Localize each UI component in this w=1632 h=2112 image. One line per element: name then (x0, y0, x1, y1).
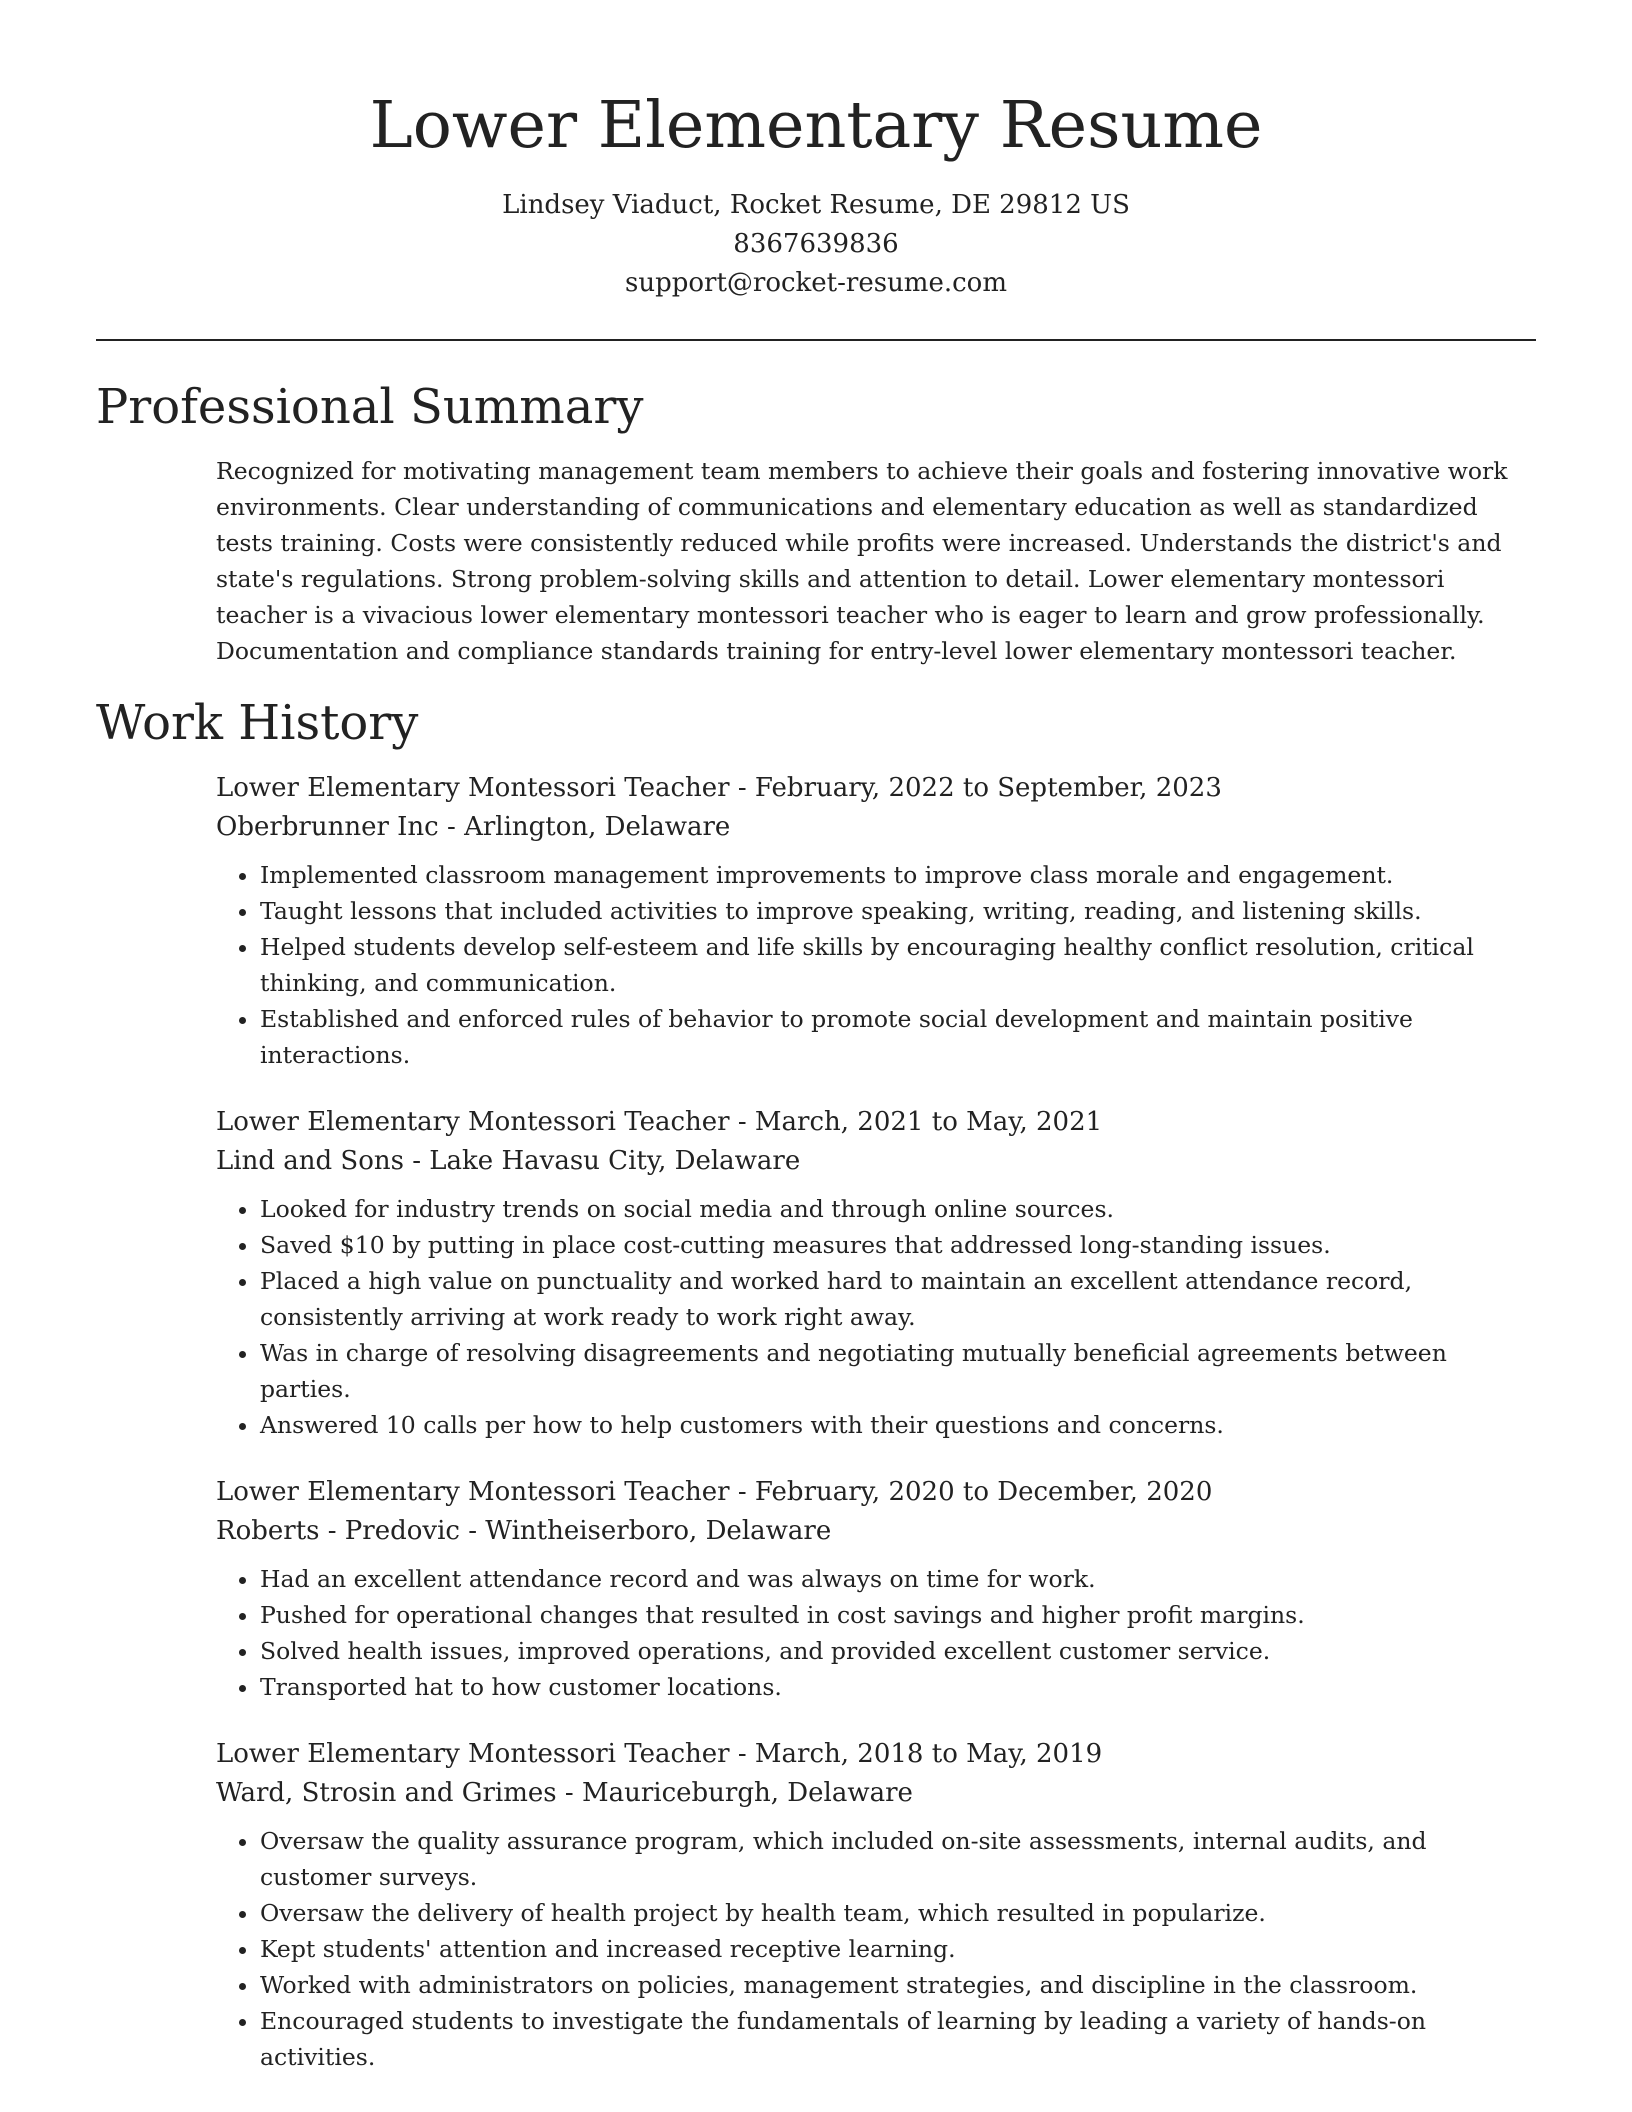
job-company-line (216, 1142, 1536, 1181)
job-dates: February, 2022 to September, 2023 (754, 773, 1222, 803)
resume-title: Lower Elementary Resume (369, 88, 1263, 163)
job-company: Ward, Strosin and Grimes (216, 1778, 557, 1808)
job-entry (216, 1473, 1536, 1705)
job-bullet: • Pushed for operational changes that resulted in cost savings and higher profit margins. (260, 1597, 1536, 1633)
job-role: Lower Elementary Montessori Teacher (216, 1107, 730, 1137)
job-entry (216, 769, 1536, 1073)
job-separator: - (729, 773, 755, 803)
job-bullet: • Placed a high value on punctuality and worked hard to maintain an excellent attendance record, consistently arriving at work ready to work right away. (260, 1263, 1536, 1335)
job-bullet-list (216, 1823, 1536, 2075)
job-bullet: • Solved health issues, improved operations, and provided excellent customer service. (260, 1633, 1536, 1669)
job-bullet: • Saved $10 by putting in place cost-cutting measures that addressed long-standing issues. (260, 1227, 1536, 1263)
job-company-line (216, 1774, 1536, 1813)
job-dates: February, 2020 to December, 2020 (754, 1477, 1213, 1507)
job-title-line (216, 1103, 1536, 1142)
job-bullet: • Oversaw the delivery of health project by health team, which resulted in popularize. (260, 1895, 1536, 1931)
job-dates: March, 2021 to May, 2021 (754, 1107, 1103, 1137)
job-separator: - (403, 1146, 430, 1176)
job-bullet: • Helped students develop self-esteem and life skills by encouraging healthy conflict resolution, critical thinking, and communication. (260, 929, 1536, 1001)
job-role: Lower Elementary Montessori Teacher (216, 773, 730, 803)
job-role: Lower Elementary Montessori Teacher (216, 1739, 730, 1769)
job-bullet: • Kept students' attention and increased receptive learning. (260, 1931, 1536, 1967)
job-bullet: • Transported hat to how customer locations. (260, 1669, 1536, 1705)
work-history-heading: Work History (96, 695, 419, 751)
summary-section (96, 377, 1536, 669)
job-entry (216, 1735, 1536, 2075)
contact-phone: 8367639836 (733, 229, 899, 259)
job-bullet: • Worked with administrators on policies, management strategies, and discipline in the classroom. (260, 1967, 1536, 2003)
job-bullet: • Looked for industry trends on social media and through online sources. (260, 1191, 1536, 1227)
job-company-line (216, 808, 1536, 847)
job-separator: - (556, 1778, 582, 1808)
job-bullet: • Implemented classroom management improvements to improve class morale and engagement. (260, 857, 1536, 893)
summary-heading: Professional Summary (96, 379, 644, 435)
job-entry (216, 1103, 1536, 1443)
job-bullet: • Oversaw the quality assurance program, which included on-site assessments, internal audits, and customer surveys. (260, 1823, 1536, 1895)
resume-header (96, 86, 1536, 303)
job-bullet: • Answered 10 calls per how to help customers with their questions and concerns. (260, 1407, 1536, 1443)
job-separator: - (729, 1107, 755, 1137)
job-separator: - (438, 812, 465, 842)
header-divider (96, 339, 1536, 341)
job-company-line (216, 1512, 1536, 1551)
work-history-section (96, 693, 1536, 2075)
job-location: Arlington, Delaware (464, 812, 731, 842)
summary-text: Recognized for motivating management team members to achieve their goals and fostering innovative work environments. Clear understanding of communications and elementary education as well as standardized tests training. Costs were consistently reduced while profits were increased. Understands the district's and state's regulations. Strong problem-solving skills and attention to detail. Lower elementary montessori teacher is a vivacious lower elementary montessori teacher who is eager to learn and grow professionally. Documentation and compliance standards training for entry-level lower elementary montessori teacher. (216, 457, 1508, 665)
job-location: Wintheiserboro, Delaware (485, 1516, 832, 1546)
job-location: Lake Havasu City, Delaware (429, 1146, 801, 1176)
contact-address: Lindsey Viaduct, Rocket Resume, DE 29812 US (502, 190, 1130, 220)
summary-body (96, 453, 1536, 669)
job-title-line (216, 769, 1536, 808)
job-bullet: • Was in charge of resolving disagreements and negotiating mutually beneficial agreements between parties. (260, 1335, 1536, 1407)
job-title-line (216, 1735, 1536, 1774)
job-role: Lower Elementary Montessori Teacher (216, 1477, 730, 1507)
job-bullet: • Established and enforced rules of behavior to promote social development and maintain positive interactions. (260, 1001, 1536, 1073)
job-bullet: • Encouraged students to investigate the fundamentals of learning by leading a variety of hands-on activities. (260, 2003, 1536, 2075)
job-company: Roberts - Predovic (216, 1516, 460, 1546)
job-bullet: • Taught lessons that included activities to improve speaking, writing, reading, and listening skills. (260, 893, 1536, 929)
job-dates: March, 2018 to May, 2019 (754, 1739, 1103, 1769)
job-bullet-list (216, 1561, 1536, 1705)
job-bullet-list (216, 1191, 1536, 1443)
job-title-line (216, 1473, 1536, 1512)
job-separator: - (729, 1477, 755, 1507)
job-bullet: • Had an excellent attendance record and was always on time for work. (260, 1561, 1536, 1597)
contact-email: support@rocket-resume.com (624, 268, 1007, 298)
job-bullet-list (216, 857, 1536, 1073)
job-location: Mauriceburgh, Delaware (581, 1778, 913, 1808)
work-history-body (96, 769, 1536, 2075)
job-company: Oberbrunner Inc (216, 812, 439, 842)
job-separator: - (459, 1516, 486, 1546)
job-separator: - (729, 1739, 755, 1769)
job-company: Lind and Sons (216, 1146, 404, 1176)
